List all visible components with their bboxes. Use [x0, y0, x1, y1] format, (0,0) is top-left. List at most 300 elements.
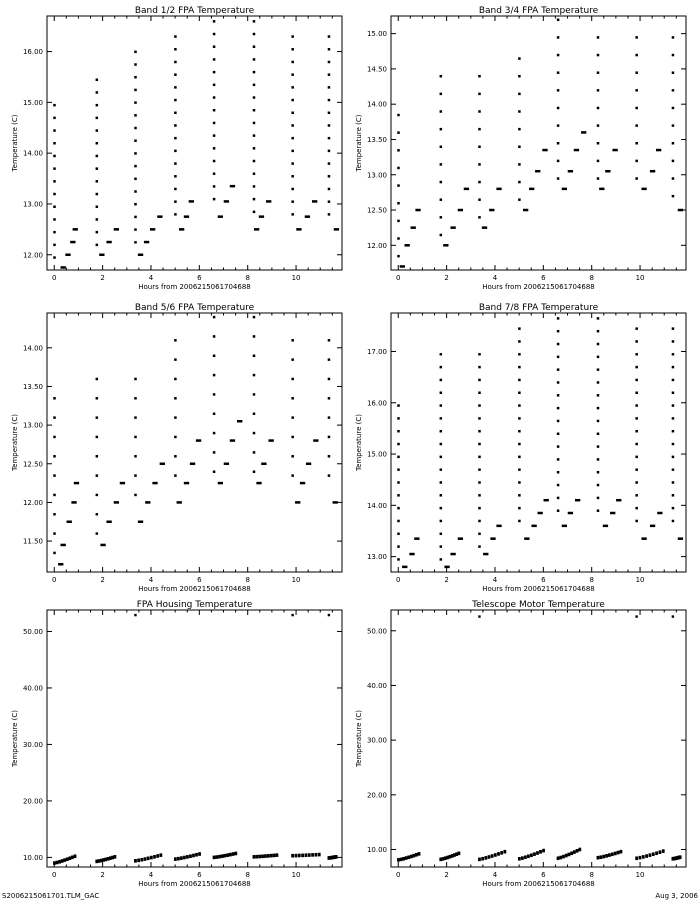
- x-tick-label: 8: [589, 871, 594, 879]
- data-point: [518, 520, 521, 523]
- y-axis-label: Temperature (C): [11, 114, 19, 172]
- data-point: [635, 379, 638, 382]
- data-point: [478, 443, 481, 446]
- data-point: [603, 525, 608, 528]
- data-point: [635, 124, 638, 127]
- data-point: [570, 851, 573, 855]
- y-tick-label: 12.50: [22, 460, 43, 469]
- data-point: [328, 188, 331, 191]
- x-axis-label: Hours from 2006215061704688: [482, 880, 595, 888]
- data-point: [574, 149, 579, 152]
- chart-panel-6: [355, 600, 686, 888]
- data-point: [557, 36, 560, 39]
- data-point: [478, 417, 481, 420]
- data-point: [617, 851, 620, 855]
- y-tick-label: 10.00: [366, 846, 387, 855]
- data-point: [253, 45, 256, 48]
- data-point: [597, 420, 600, 423]
- data-point: [402, 566, 407, 569]
- data-point: [599, 188, 604, 191]
- data-point: [291, 213, 294, 216]
- data-point: [557, 124, 560, 127]
- data-point: [234, 852, 237, 856]
- data-point: [557, 509, 560, 512]
- data-point: [538, 512, 543, 514]
- data-point: [478, 163, 481, 166]
- data-point: [518, 146, 521, 149]
- data-point: [440, 379, 443, 382]
- data-point: [328, 436, 331, 439]
- data-point: [672, 615, 674, 617]
- data-point: [137, 859, 140, 863]
- data-point: [412, 854, 415, 858]
- y-tick-label: 50.00: [22, 627, 43, 636]
- data-point: [500, 851, 503, 855]
- data-point: [96, 206, 99, 209]
- data-point: [464, 188, 469, 191]
- data-point: [253, 33, 256, 36]
- data-point: [518, 110, 521, 113]
- data-point: [256, 482, 261, 485]
- data-point: [253, 374, 256, 377]
- x-tick-label: 2: [444, 871, 449, 879]
- data-point: [518, 468, 521, 471]
- data-point: [134, 494, 137, 497]
- data-point: [635, 327, 638, 330]
- data-point: [444, 566, 449, 569]
- data-point: [400, 265, 405, 268]
- data-point: [539, 850, 542, 854]
- x-axis-label: Hours from 2006215061704688: [138, 880, 251, 888]
- data-point: [134, 114, 137, 117]
- data-point: [562, 525, 567, 528]
- data-point: [53, 513, 56, 516]
- data-point: [397, 114, 400, 117]
- data-point: [559, 856, 562, 860]
- data-point: [478, 181, 481, 184]
- data-point: [458, 537, 463, 540]
- data-point: [144, 241, 149, 244]
- data-point: [568, 512, 573, 514]
- data-point: [184, 215, 189, 218]
- data-point: [518, 128, 521, 131]
- x-tick-label: 8: [245, 576, 250, 584]
- data-point: [253, 84, 256, 87]
- y-tick-label: 50.00: [366, 627, 387, 636]
- data-point: [328, 124, 331, 127]
- data-point: [672, 404, 675, 407]
- x-tick-label: 2: [100, 871, 105, 879]
- data-point: [672, 142, 675, 145]
- data-point: [53, 218, 56, 221]
- data-point: [53, 552, 56, 555]
- data-point: [61, 544, 66, 547]
- data-point: [557, 497, 560, 500]
- data-point: [333, 501, 338, 504]
- data-point: [213, 58, 216, 61]
- data-point: [134, 397, 137, 400]
- data-point: [224, 200, 229, 203]
- data-point: [213, 160, 216, 163]
- data-point: [305, 853, 308, 857]
- data-point: [174, 124, 177, 127]
- data-point: [672, 107, 675, 110]
- data-point: [655, 851, 658, 855]
- y-tick-label: 14.00: [22, 149, 43, 158]
- data-point: [635, 430, 638, 433]
- x-tick-label: 0: [396, 576, 401, 584]
- data-point: [213, 198, 216, 201]
- data-point: [134, 63, 137, 65]
- data-point: [328, 112, 331, 115]
- data-point: [397, 131, 400, 134]
- data-point: [328, 339, 331, 342]
- data-point: [53, 861, 56, 865]
- plot-frame: [391, 610, 686, 867]
- data-point: [53, 129, 56, 132]
- data-point: [672, 417, 675, 420]
- data-point: [530, 853, 533, 857]
- data-point: [481, 857, 484, 861]
- data-point: [397, 220, 400, 223]
- data-point: [134, 165, 137, 168]
- data-point: [672, 468, 675, 471]
- data-point: [440, 558, 443, 561]
- data-point: [678, 537, 683, 540]
- data-point: [328, 416, 331, 419]
- data-point: [291, 339, 294, 342]
- data-point: [134, 416, 137, 419]
- chart-panel-3: [11, 303, 342, 593]
- data-point: [153, 855, 156, 859]
- data-point: [440, 430, 443, 433]
- data-point: [478, 110, 481, 113]
- data-point: [291, 86, 294, 89]
- data-point: [291, 35, 294, 38]
- data-point: [597, 856, 600, 860]
- data-point: [440, 481, 443, 484]
- data-point: [295, 854, 298, 858]
- data-point: [328, 614, 330, 616]
- data-point: [478, 430, 481, 433]
- data-point: [518, 340, 521, 343]
- data-point: [562, 855, 565, 859]
- data-point: [400, 858, 403, 862]
- data-point: [160, 463, 165, 466]
- data-point: [177, 501, 182, 504]
- data-point: [478, 75, 481, 78]
- data-point: [213, 856, 216, 860]
- data-point: [440, 163, 443, 166]
- data-point: [458, 852, 461, 856]
- data-point: [53, 455, 56, 458]
- y-tick-label: 14.50: [366, 65, 387, 74]
- data-point: [478, 198, 481, 201]
- data-point: [296, 228, 301, 231]
- data-point: [177, 857, 180, 861]
- data-point: [635, 494, 638, 497]
- data-point: [198, 852, 201, 856]
- data-point: [196, 439, 201, 442]
- data-point: [150, 856, 153, 860]
- data-point: [635, 456, 638, 459]
- data-point: [96, 155, 99, 158]
- data-point: [134, 455, 137, 458]
- data-point: [557, 420, 560, 423]
- data-point: [53, 416, 56, 419]
- data-point: [213, 185, 216, 188]
- data-point: [213, 33, 216, 36]
- data-point: [557, 433, 560, 436]
- data-point: [213, 413, 216, 416]
- data-point: [134, 474, 137, 477]
- data-point: [291, 474, 294, 477]
- data-point: [557, 19, 560, 22]
- plot-frame: [391, 16, 686, 270]
- data-point: [213, 147, 216, 150]
- data-point: [138, 520, 143, 523]
- x-tick-label: 4: [148, 576, 154, 584]
- data-point: [328, 35, 331, 38]
- data-point: [536, 851, 539, 855]
- data-point: [478, 520, 481, 523]
- data-point: [573, 850, 576, 854]
- x-tick-label: 4: [492, 274, 498, 282]
- data-point: [518, 57, 521, 60]
- data-point: [397, 558, 400, 561]
- data-point: [213, 20, 216, 23]
- data-point: [68, 856, 71, 860]
- data-point: [678, 209, 683, 212]
- data-point: [134, 178, 137, 181]
- data-point: [611, 852, 614, 856]
- data-point: [597, 107, 600, 110]
- data-point: [253, 470, 256, 473]
- data-point: [96, 142, 99, 145]
- x-tick-label: 0: [52, 274, 57, 282]
- data-point: [440, 417, 443, 420]
- data-point: [213, 71, 216, 74]
- data-point: [134, 127, 137, 130]
- data-point: [300, 482, 305, 485]
- data-point: [53, 397, 56, 400]
- data-point: [518, 93, 521, 96]
- data-point: [253, 198, 256, 201]
- data-point: [253, 335, 256, 338]
- data-point: [134, 859, 137, 863]
- data-point: [134, 228, 137, 231]
- data-point: [328, 200, 331, 203]
- data-point: [253, 20, 256, 23]
- data-point: [174, 188, 177, 191]
- data-point: [635, 366, 638, 369]
- x-tick-label: 6: [197, 576, 202, 584]
- x-tick-label: 6: [541, 871, 546, 879]
- data-point: [291, 175, 294, 178]
- data-point: [179, 228, 184, 231]
- data-point: [63, 858, 66, 862]
- data-point: [557, 458, 560, 461]
- data-point: [397, 468, 400, 471]
- data-point: [482, 226, 487, 229]
- data-point: [518, 391, 521, 394]
- data-point: [478, 615, 480, 617]
- data-point: [138, 254, 143, 257]
- data-point: [213, 374, 216, 377]
- data-point: [156, 854, 159, 858]
- data-point: [67, 520, 72, 523]
- data-point: [672, 391, 675, 394]
- data-point: [335, 855, 338, 859]
- data-point: [557, 317, 560, 320]
- data-point: [213, 122, 216, 125]
- data-point: [599, 855, 602, 859]
- data-point: [174, 137, 177, 140]
- chart-panel-1: [11, 6, 342, 291]
- data-point: [96, 218, 99, 221]
- data-point: [226, 853, 229, 857]
- data-point: [261, 855, 264, 859]
- data-point: [305, 215, 310, 218]
- y-axis-label: Temperature (C): [355, 710, 363, 767]
- data-point: [568, 853, 571, 857]
- data-point: [253, 393, 256, 396]
- data-point: [134, 378, 137, 381]
- data-point: [65, 254, 70, 257]
- data-point: [253, 160, 256, 163]
- data-point: [397, 255, 400, 258]
- data-point: [635, 404, 638, 407]
- data-point: [134, 436, 137, 439]
- data-point: [635, 520, 638, 523]
- data-point: [96, 513, 99, 516]
- data-point: [291, 854, 294, 858]
- data-point: [253, 71, 256, 74]
- data-point: [397, 456, 400, 459]
- data-point: [174, 378, 177, 381]
- data-point: [253, 413, 256, 416]
- data-point: [96, 79, 99, 82]
- data-point: [503, 850, 506, 854]
- x-tick-label: 6: [541, 274, 546, 282]
- data-point: [180, 856, 183, 860]
- data-point: [174, 416, 177, 419]
- data-point: [230, 439, 235, 442]
- data-point: [397, 404, 400, 407]
- data-point: [524, 855, 527, 859]
- data-point: [106, 520, 111, 523]
- data-point: [557, 856, 560, 860]
- data-point: [397, 237, 400, 240]
- data-point: [253, 316, 256, 319]
- data-point: [134, 190, 137, 193]
- y-tick-label: 14.00: [22, 344, 43, 353]
- data-point: [440, 234, 443, 237]
- data-point: [291, 150, 294, 153]
- data-point: [672, 430, 675, 433]
- x-tick-label: 4: [492, 576, 498, 584]
- y-tick-label: 10.00: [22, 853, 43, 862]
- data-point: [150, 228, 155, 231]
- data-point: [96, 129, 99, 132]
- data-point: [518, 379, 521, 382]
- data-point: [440, 533, 443, 536]
- data-point: [315, 853, 318, 857]
- data-point: [478, 456, 481, 459]
- data-point: [298, 854, 301, 858]
- data-point: [440, 443, 443, 446]
- plot-frame: [47, 610, 342, 867]
- data-point: [253, 355, 256, 358]
- x-tick-label: 4: [148, 871, 154, 879]
- data-point: [407, 855, 410, 859]
- data-point: [662, 849, 665, 853]
- data-point: [328, 86, 331, 89]
- data-point: [635, 417, 638, 420]
- x-tick-label: 2: [100, 576, 105, 584]
- data-point: [291, 378, 294, 381]
- data-point: [478, 481, 481, 484]
- data-point: [189, 854, 192, 858]
- data-point: [96, 455, 99, 458]
- data-point: [597, 54, 600, 57]
- data-point: [597, 433, 600, 436]
- data-point: [397, 430, 400, 433]
- data-point: [458, 209, 463, 212]
- data-point: [635, 177, 638, 180]
- data-point: [99, 254, 104, 257]
- x-tick-label: 10: [291, 576, 301, 584]
- data-point: [53, 494, 56, 497]
- data-point: [308, 853, 311, 857]
- data-point: [144, 857, 147, 861]
- data-point: [557, 177, 560, 180]
- data-point: [53, 180, 56, 183]
- data-point: [134, 152, 137, 155]
- data-point: [328, 474, 331, 477]
- data-point: [478, 146, 481, 149]
- data-point: [96, 117, 99, 120]
- data-point: [253, 58, 256, 61]
- data-point: [397, 417, 400, 420]
- data-point: [557, 343, 560, 346]
- data-point: [440, 146, 443, 149]
- data-point: [295, 501, 300, 504]
- data-point: [635, 340, 638, 343]
- data-point: [478, 353, 481, 356]
- data-point: [614, 852, 617, 856]
- data-point: [478, 494, 481, 497]
- data-point: [192, 854, 195, 858]
- data-point: [291, 48, 294, 51]
- y-tick-label: 30.00: [22, 740, 43, 749]
- data-point: [397, 149, 400, 152]
- data-point: [597, 407, 600, 410]
- data-point: [261, 463, 266, 466]
- x-tick-label: 10: [635, 274, 645, 282]
- data-point: [96, 167, 99, 170]
- data-point: [659, 850, 662, 854]
- data-point: [518, 443, 521, 446]
- data-point: [440, 404, 443, 407]
- data-point: [672, 36, 675, 39]
- data-point: [96, 231, 99, 234]
- y-tick-label: 12.50: [366, 206, 387, 215]
- y-axis-label: Temperature (C): [355, 114, 363, 172]
- data-point: [96, 378, 99, 381]
- data-point: [635, 160, 638, 163]
- data-point: [276, 853, 279, 857]
